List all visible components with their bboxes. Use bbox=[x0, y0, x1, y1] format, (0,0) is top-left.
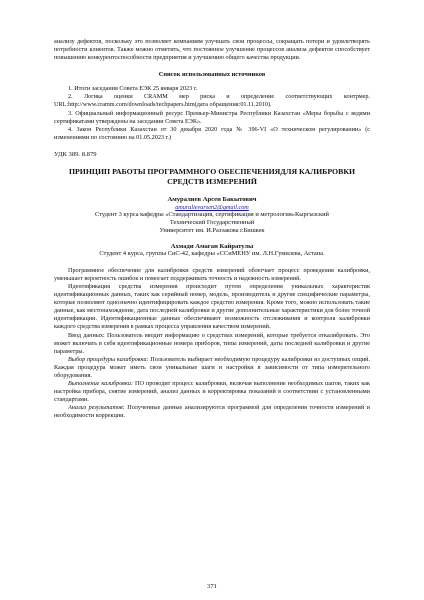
body-paragraph-4 bbox=[54, 356, 370, 380]
author-2-name: Ахмади Амаган Кайратулы bbox=[170, 242, 254, 250]
intro-paragraph: анализу дефектов, поскольку это позволяет компаниям улучшать свои процессы, сокращать потери и удовлетворять потребности клиентов. Также можно отметить, что постоянное улучшение процессов анализа дефектов способствует повышению конкурентоспособности предприятия и улучшению общего качества продукции. bbox=[54, 38, 370, 62]
udk-code: УДК 389. 8.879 bbox=[54, 150, 97, 158]
source-item-1: 1. Итоги заседания Совета ЕЭК 25 января 2023 г. bbox=[68, 85, 198, 93]
article-body bbox=[54, 267, 370, 421]
body-paragraph-6 bbox=[54, 404, 370, 420]
body-paragraph-5-lead: Выполнение калибровки: bbox=[68, 380, 134, 388]
body-paragraph-3-text: Ввод данных: Пользователь вводит информацию о средствах измерений, которые требуется откалибровать. Это может включать в себя идентификационные номера приборов, типы измерений, даты последней калибровки и другие параметры. bbox=[54, 331, 370, 355]
body-paragraph-1-text: Программное обеспечение для калибровки средств измерений облегчает процесс проведения калибровки, уменьшает вероятность ошибок и помогает поддерживать точность и надежность измерений. bbox=[54, 266, 370, 282]
author-1-email-link[interactable]: amuralievarsen2@gmail.com bbox=[175, 203, 249, 211]
body-paragraph-2 bbox=[54, 283, 370, 332]
source-item-2: 2. Логика оценки CRAMM мер риска и определение соответствующих контрмер. URL:http://www.cramm.com/downloads/techpapers.htm(дата обращения:01.11.2010). bbox=[54, 93, 370, 109]
body-paragraph-3 bbox=[54, 332, 370, 356]
article-title: ПРИНЦИП РАБОТЫ ПРОГРАММНОГО ОБЕСПЕЧЕНИЯДЛЯ КАЛИБРОВКИ СРЕДСТВ ИЗМЕРЕНИЙ bbox=[68, 166, 356, 186]
source-item-4: 4. Закон Республики Казахстан от 30 декабря 2020 года № 396-VI «О техническом регулировании» (с изменениями по состоянию на 01.05.2023 г.) bbox=[54, 125, 370, 141]
body-paragraph-4-lead: Выбор процедуры калибровки: bbox=[68, 355, 149, 363]
sources-heading: Список использованных источников bbox=[158, 71, 266, 79]
author-1-affiliation-line-3: Университет им. И.Раззакова г.Бишкек bbox=[159, 227, 265, 235]
page-number: 371 bbox=[207, 583, 217, 590]
page-content bbox=[54, 38, 370, 421]
body-paragraph-1 bbox=[54, 267, 370, 283]
body-paragraph-2-text: Идентификация средства измерения происходит путем определения уникальных характеристик идентификационных данных, таких как серийный номер, модель, производитель и другие специфические параметры, которые позволяют однозначно идентифицировать каждое средство измерения. Кроме того, можно использовать такие данные, как местонахождение, дата последней калибровки и другие дополнительные характеристики для более точной идентификации. Идентификационные данные обеспечивают возможность отслеживания и контроля калибровки каждого средства измерения в рамках процесса управления качеством измерений. bbox=[54, 282, 370, 331]
author-1-name: Амуралиев Арсен Бакытович bbox=[167, 195, 257, 203]
sources-list bbox=[54, 85, 370, 142]
author-1-affiliation-line-1: Студент 3 курса кафедры «Стандартизация, сертификация и метрология»Кыргызский bbox=[95, 210, 329, 218]
author-2-affiliation: Студент 4 курса, группы СиС-42, кафедры «ССиМЕНУ им. Л.Н.Гумилева, Астана. bbox=[99, 249, 325, 257]
body-paragraph-6-text: Полученные данные анализируются программой для определения точности измерений и необходимости коррекции. bbox=[54, 404, 370, 420]
body-paragraph-6-lead: Анализ результатов: bbox=[68, 404, 125, 412]
source-item-3: 3. Официальный информационный ресурс Премьер-Министра Республики Казахстан «Меры борьбы с ведями сертификатами утверждены на заседании Совета ЕЭК». bbox=[54, 109, 370, 125]
author-1-affiliation-line-2: Технический Государственный bbox=[169, 219, 255, 227]
body-paragraph-4-text: Пользователь выбирает необходимую процедуру калибровки из доступных опций. Каждая процедура может иметь свои уникальные шаги и настройки в зависимости от типа измерительного оборудования. bbox=[54, 355, 370, 379]
body-paragraph-5 bbox=[54, 380, 370, 404]
body-paragraph-5-text: ПО проводит процесс калибровки, включая выполнение необходимых шагов, таких как настройка прибора, снятие измерений, анализ данных и корректировка показаний в соответствии с установленными стандартами. bbox=[54, 380, 370, 404]
